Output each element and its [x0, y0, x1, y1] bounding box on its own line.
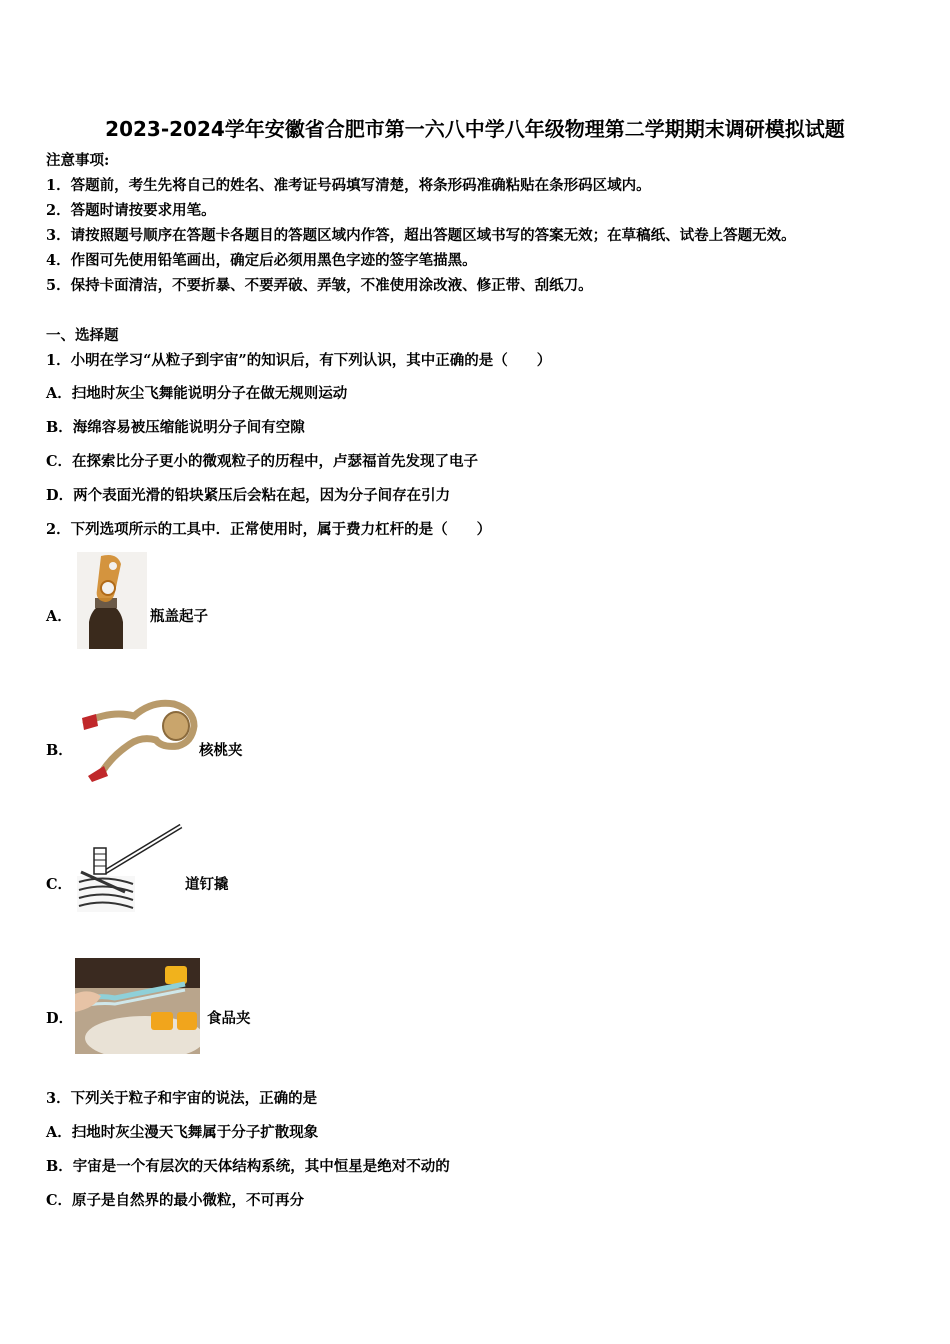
- q2-option-a-name: 瓶盖起子: [150, 608, 208, 625]
- food-tongs-image: [75, 958, 200, 1054]
- q2-option-c-letter: C．: [46, 876, 73, 893]
- q2-option-d-letter: D．: [46, 1010, 74, 1027]
- q1-option-b: B．海绵容易被压缩能说明分子间有空隙: [46, 419, 305, 436]
- q1-stem: 1．小明在学习“从粒子到宇宙”的知识后，有下列认识，其中正确的是（ ）: [46, 352, 552, 369]
- exam-title: 2023-2024学年安徽省合肥市第一六八中学八年级物理第二学期期末调研模拟试题: [105, 117, 845, 141]
- q2-option-c-name: 道钉撬: [185, 876, 229, 893]
- q3-option-a: A．扫地时灰尘漫天飞舞属于分子扩散现象: [46, 1124, 319, 1141]
- q2-option-b-name: 核桃夹: [199, 742, 243, 759]
- q2-option-d-name: 食品夹: [207, 1010, 251, 1027]
- notice-item-2: 2．答题时请按要求用笔。: [46, 202, 216, 219]
- section-heading: 一、选择题: [46, 327, 119, 344]
- q3-option-c: C．原子是自然界的最小微粒，不可再分: [46, 1192, 305, 1209]
- notice-heading: 注意事项:: [46, 152, 110, 169]
- notice-item-4: 4．作图可先使用铅笔画出，确定后必须用黑色字迹的签字笔描黑。: [46, 252, 477, 269]
- notice-item-5: 5．保持卡面清洁，不要折暴、不要弄破、弄皱，不准使用涂改液、修正带、刮纸刀。: [46, 277, 593, 294]
- q1-option-c: C．在探索比分子更小的微观粒子的历程中，卢瑟福首先发现了电子: [46, 453, 479, 470]
- q2-option-b-letter: B．: [46, 742, 73, 759]
- notice-item-3: 3．请按照题号顺序在答题卡各题目的答题区域内作答，超出答题区域书写的答案无效；在草稿纸、试卷上答题无效。: [46, 227, 796, 244]
- notice-item-1: 1．答题前，考生先将自己的姓名、准考证号码填写清楚，将条形码准确粘贴在条形码区域内。: [46, 177, 651, 194]
- bottle-opener-image: [77, 552, 147, 649]
- nutcracker-image: [82, 696, 200, 782]
- q1-option-d: D．两个表面光滑的铅块紧压后会粘在起，因为分子间存在引力: [46, 487, 451, 504]
- q3-option-b: B．宇宙是一个有层次的天体结构系统，其中恒星是绝对不动的: [46, 1158, 450, 1175]
- q2-option-a-letter: A．: [46, 608, 72, 625]
- q3-stem: 3．下列关于粒子和宇宙的说法，正确的是: [46, 1090, 318, 1107]
- q2-stem: 2．下列选项所示的工具中．正常使用时，属于费力杠杆的是（ ）: [46, 521, 492, 538]
- nail-puller-image: [75, 822, 185, 918]
- q1-option-a: A．扫地时灰尘飞舞能说明分子在做无规则运动: [46, 385, 348, 402]
